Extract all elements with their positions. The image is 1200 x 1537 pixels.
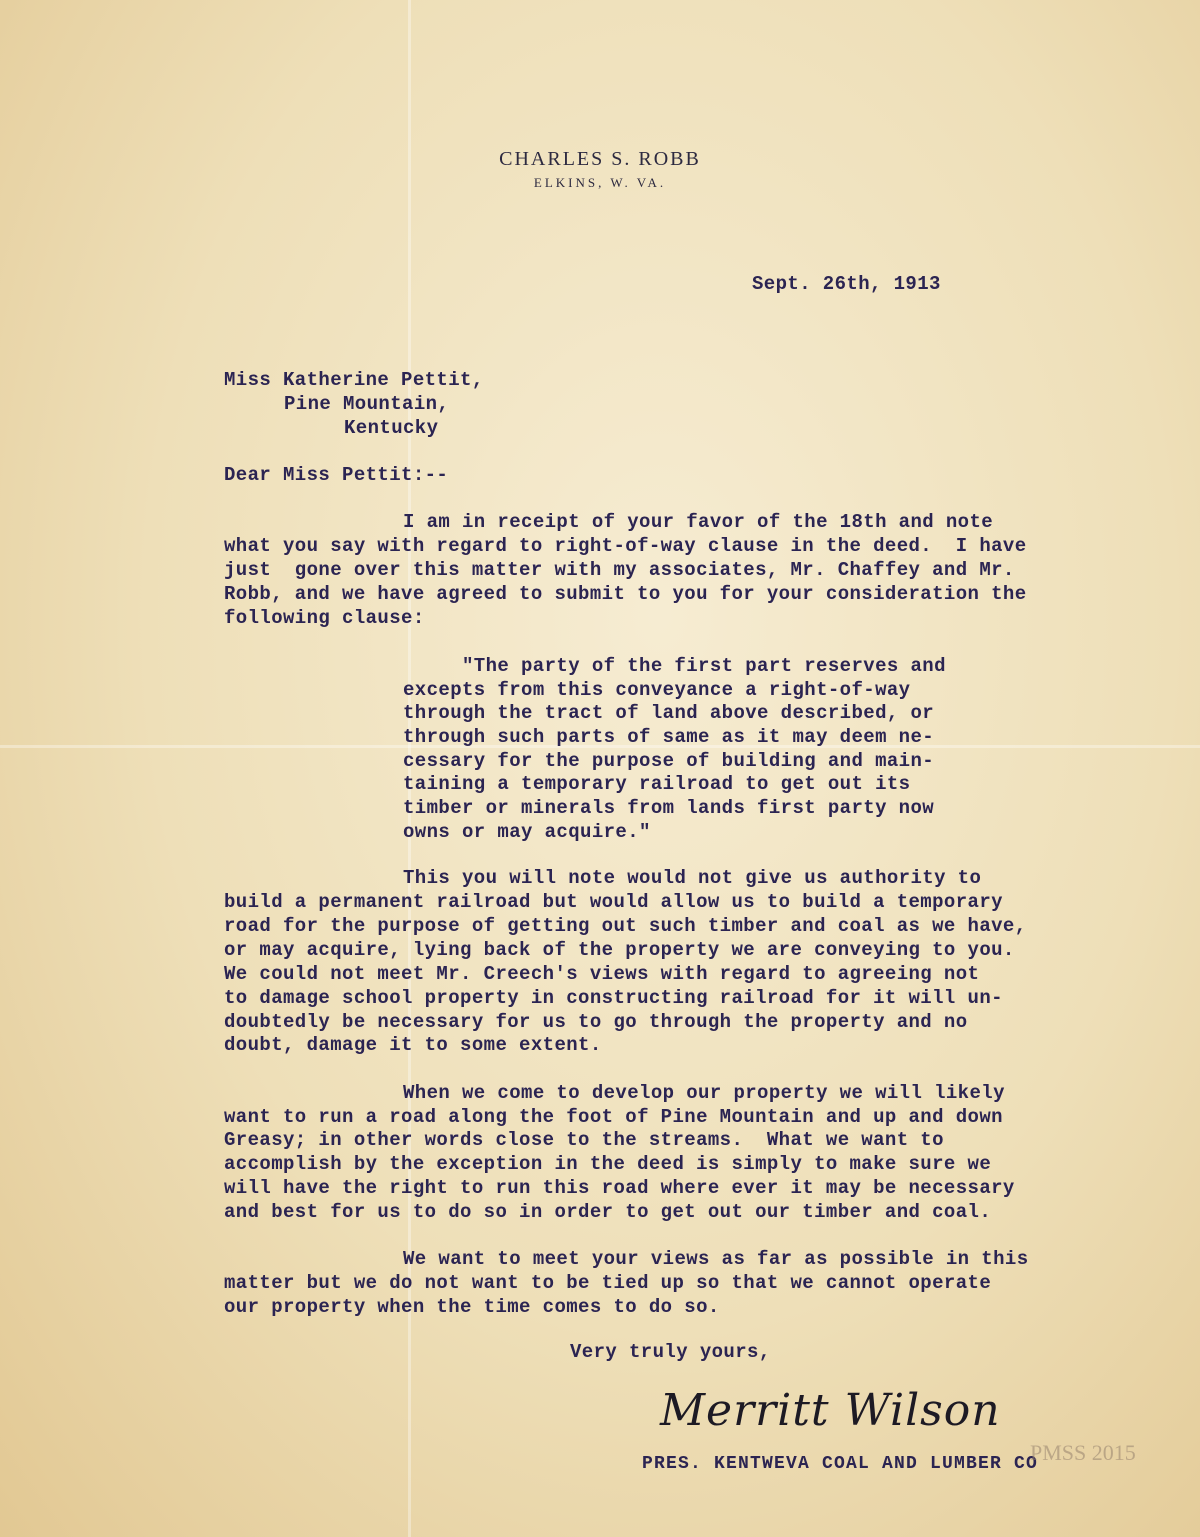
address-line: Kentucky — [344, 417, 439, 439]
text-line: timber or minerals from lands first party now — [403, 797, 935, 819]
text-line: following clause: — [224, 607, 425, 629]
text-line: This you will note would not give us authority to — [403, 867, 982, 889]
text-line: excepts from this conveyance a right-of-way — [403, 679, 911, 701]
text-line: owns or may acquire." — [403, 821, 651, 843]
signer-title: PRES. KENTWEVA COAL AND LUMBER CO — [642, 1454, 1039, 1474]
text-line: We could not meet Mr. Creech's views with regard to agreeing not — [224, 963, 980, 985]
text-line: We want to meet your views as far as possible in this — [403, 1248, 1029, 1270]
text-line: cessary for the purpose of building and main- — [403, 750, 935, 772]
text-line: our property when the time comes to do so. — [224, 1296, 720, 1318]
text-line: or may acquire, lying back of the property we are conveying to you. — [224, 939, 1015, 961]
text-line: When we come to develop our property we will likely — [403, 1082, 1005, 1104]
text-line: want to run a road along the foot of Pine Mountain and up and down — [224, 1106, 1003, 1128]
address-line: Pine Mountain, — [284, 393, 450, 415]
signature: Merritt Wilson — [660, 1385, 1001, 1436]
text-line: accomplish by the exception in the deed is simply to make sure we — [224, 1153, 992, 1175]
letterhead-name: CHARLES S. ROBB — [499, 148, 701, 170]
address-line: Miss Katherine Pettit, — [224, 369, 484, 391]
watermark: PMSS 2015 — [1030, 1440, 1136, 1465]
text-line: Greasy; in other words close to the streams. What we want to — [224, 1129, 944, 1151]
closing: Very truly yours, — [570, 1341, 771, 1363]
text-line: "The party of the first part reserves and — [462, 655, 946, 677]
text-line: matter but we do not want to be tied up so that we cannot operate — [224, 1272, 992, 1294]
text-line: through the tract of land above described, or — [403, 702, 935, 724]
text-line: just gone over this matter with my associates, Mr. Chaffey and Mr. — [224, 559, 1015, 581]
text-line: doubtedly be necessary for us to go through the property and no — [224, 1011, 968, 1033]
text-line: through such parts of same as it may deem ne- — [403, 726, 935, 748]
text-line: I am in receipt of your favor of the 18th and note — [403, 511, 994, 533]
text-line: to damage school property in constructing railroad for it will un- — [224, 987, 1003, 1009]
text-line: road for the purpose of getting out such timber and coal as we have, — [224, 915, 1027, 937]
text-line: doubt, damage it to some extent. — [224, 1034, 602, 1056]
text-line: what you say with regard to right-of-way clause in the deed. I have — [224, 535, 1027, 557]
text-line: taining a temporary railroad to get out its — [403, 773, 911, 795]
letterhead-place: ELKINS, W. VA. — [533, 175, 667, 190]
text-line: build a permanent railroad but would allow us to build a temporary — [224, 891, 1003, 913]
date: Sept. 26th, 1913 — [752, 273, 941, 295]
text-line: will have the right to run this road where ever it may be necessary — [224, 1177, 1015, 1199]
text-line: Robb, and we have agreed to submit to you for your consideration the — [224, 583, 1027, 605]
text-line: and best for us to do so in order to get out our timber and coal. — [224, 1201, 992, 1223]
salutation: Dear Miss Pettit:-- — [224, 464, 449, 486]
